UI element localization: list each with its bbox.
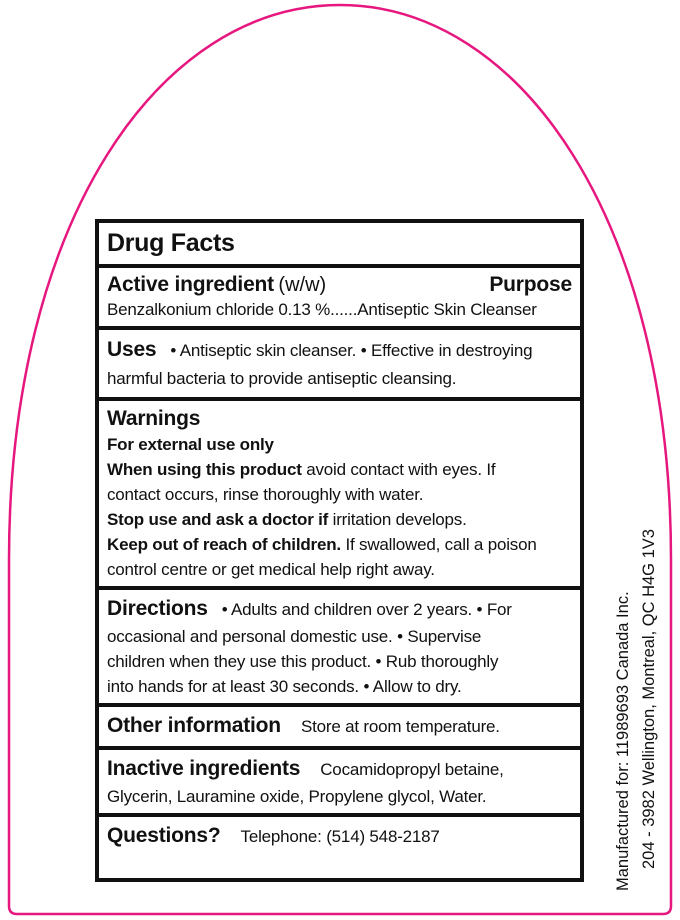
questions-telephone: Telephone: (514) 548-2187 [240, 827, 440, 846]
manufacturer-address: 204 - 3982 Wellington, Montreal, QC H4G 1V3 [640, 529, 658, 869]
directions-section [99, 590, 580, 703]
keep-out-line-2: control centre or get medical help right away. [107, 560, 435, 579]
directions-line-1: • Adults and children over 2 years. • For [221, 600, 512, 619]
active-ingredient-heading: Active ingredient [107, 273, 274, 296]
uses-line-1: • Antiseptic skin cleanser. • Effective in destroying [170, 341, 533, 360]
manufacturer-info [610, 215, 670, 895]
other-information-text: Store at room temperature. [300, 717, 500, 736]
uses-heading: Uses [107, 338, 157, 361]
directions-line-2: occasional and personal domestic use. • Supervise [107, 627, 482, 646]
questions-section [99, 817, 580, 878]
drug-facts-panel [95, 219, 584, 882]
other-information-section [99, 707, 580, 746]
warnings-heading: Warnings [107, 407, 201, 430]
directions-line-3: children when they use this product. • Rub thoroughly [107, 652, 499, 671]
directions-heading: Directions [107, 597, 208, 620]
active-ingredient-line: Benzalkonium chloride 0.13 %......Antiseptic Skin Cleanser [107, 300, 537, 319]
stop-use-label: Stop use and ask a doctor if [107, 510, 329, 529]
inactive-ingredients-heading: Inactive ingredients [107, 757, 301, 780]
manufacturer-line-1: Manufactured for: 11989693 Canada Inc. [614, 591, 632, 891]
purpose-heading: Purpose [489, 273, 572, 296]
uses-line-2: harmful bacteria to provide antiseptic cleansing. [107, 369, 457, 388]
keep-out-label: Keep out of reach of children. [107, 535, 341, 554]
drug-facts-title: Drug Facts [107, 228, 235, 257]
when-using-line-2: contact occurs, rinse thoroughly with water. [107, 485, 424, 504]
warnings-section [99, 401, 580, 586]
inactive-ingredients-line-2: Glycerin, Lauramine oxide, Propylene glycol, Water. [107, 787, 487, 806]
when-using-text: avoid contact with eyes. If [301, 460, 496, 479]
directions-line-4: into hands for at least 30 seconds. • Allow to dry. [107, 677, 462, 696]
stop-use-text: irritation develops. [328, 510, 467, 529]
other-information-heading: Other information [107, 714, 281, 737]
drug-facts-header [99, 223, 580, 264]
external-use-warning: For external use only [107, 435, 274, 454]
inactive-ingredients-line-1: Cocamidopropyl betaine, [320, 760, 504, 779]
active-ingredient-section [99, 268, 580, 326]
active-ingredient-unit: (w/w) [278, 274, 327, 296]
when-using-label: When using this product [107, 460, 302, 479]
keep-out-text: If swallowed, call a poison [340, 535, 537, 554]
questions-heading: Questions? [107, 824, 221, 847]
inactive-ingredients-section [99, 750, 580, 813]
uses-section [99, 330, 580, 397]
